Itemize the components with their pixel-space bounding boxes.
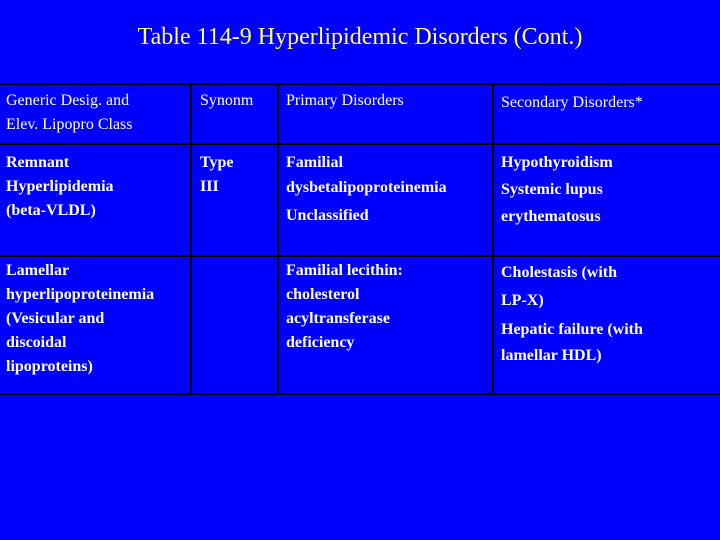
cell-line: deficiency: [286, 334, 355, 351]
header-primary-disorders: [277, 85, 492, 143]
header-cell-line: Elev. Lipopro Class: [6, 116, 133, 133]
cell-line: erythematosus: [501, 208, 601, 225]
cell-line: III: [200, 178, 219, 195]
cell-line: Familial: [286, 154, 343, 171]
cell-generic-designation: [0, 145, 190, 255]
cell-line: hyperlipoproteinemia: [6, 286, 155, 303]
cell-primary-disorders: [277, 145, 492, 255]
cell-line: dysbetalipoproteinemia: [286, 179, 447, 196]
cell-line: Hepatic failure (with: [501, 321, 643, 338]
cell-line: Familial lecithin:: [286, 262, 403, 279]
cell-line: lamellar HDL): [501, 347, 602, 364]
cell-line: Systemic lupus: [501, 181, 603, 198]
header-synonym: [190, 85, 277, 143]
table-row: [0, 143, 720, 255]
cell-line: lipoproteins): [6, 358, 93, 375]
header-cell-line: Secondary Disorders*: [501, 94, 643, 111]
table-row: [0, 255, 720, 395]
cell-synonym: [190, 257, 277, 395]
cell-line: discoidal: [6, 334, 67, 351]
cell-line: Remnant: [6, 154, 70, 171]
cell-line: Lamellar: [6, 262, 70, 279]
slide-title: Table 114-9 Hyperlipidemic Disorders (Cont.): [137, 24, 583, 50]
cell-line: Unclassified: [286, 207, 369, 224]
cell-generic-designation: [0, 257, 190, 395]
cell-secondary-disorders: [492, 257, 720, 395]
header-cell-line: Synonm: [200, 92, 254, 109]
table-header-row: [0, 85, 720, 143]
header-generic-designation: [0, 85, 190, 143]
cell-line: (Vesicular and: [6, 310, 105, 327]
cell-line: acyltransferase: [286, 310, 390, 327]
cell-line: cholesterol: [286, 286, 360, 303]
cell-line: Cholestasis (with: [501, 264, 618, 281]
header-cell-line: Generic Desig. and: [6, 92, 130, 109]
cell-line: Hyperlipidemia: [6, 178, 114, 195]
cell-line: (beta-VLDL): [6, 202, 96, 219]
cell-synonym: [190, 145, 277, 255]
cell-primary-disorders: [277, 257, 492, 395]
disorders-table: [0, 83, 720, 395]
cell-secondary-disorders: [492, 145, 720, 255]
cell-line: LP-X): [501, 292, 544, 309]
header-secondary-disorders: [492, 85, 720, 143]
cell-line: Type: [200, 154, 234, 171]
header-cell-line: Primary Disorders: [286, 92, 404, 109]
cell-line: Hypothyroidism: [501, 154, 613, 171]
